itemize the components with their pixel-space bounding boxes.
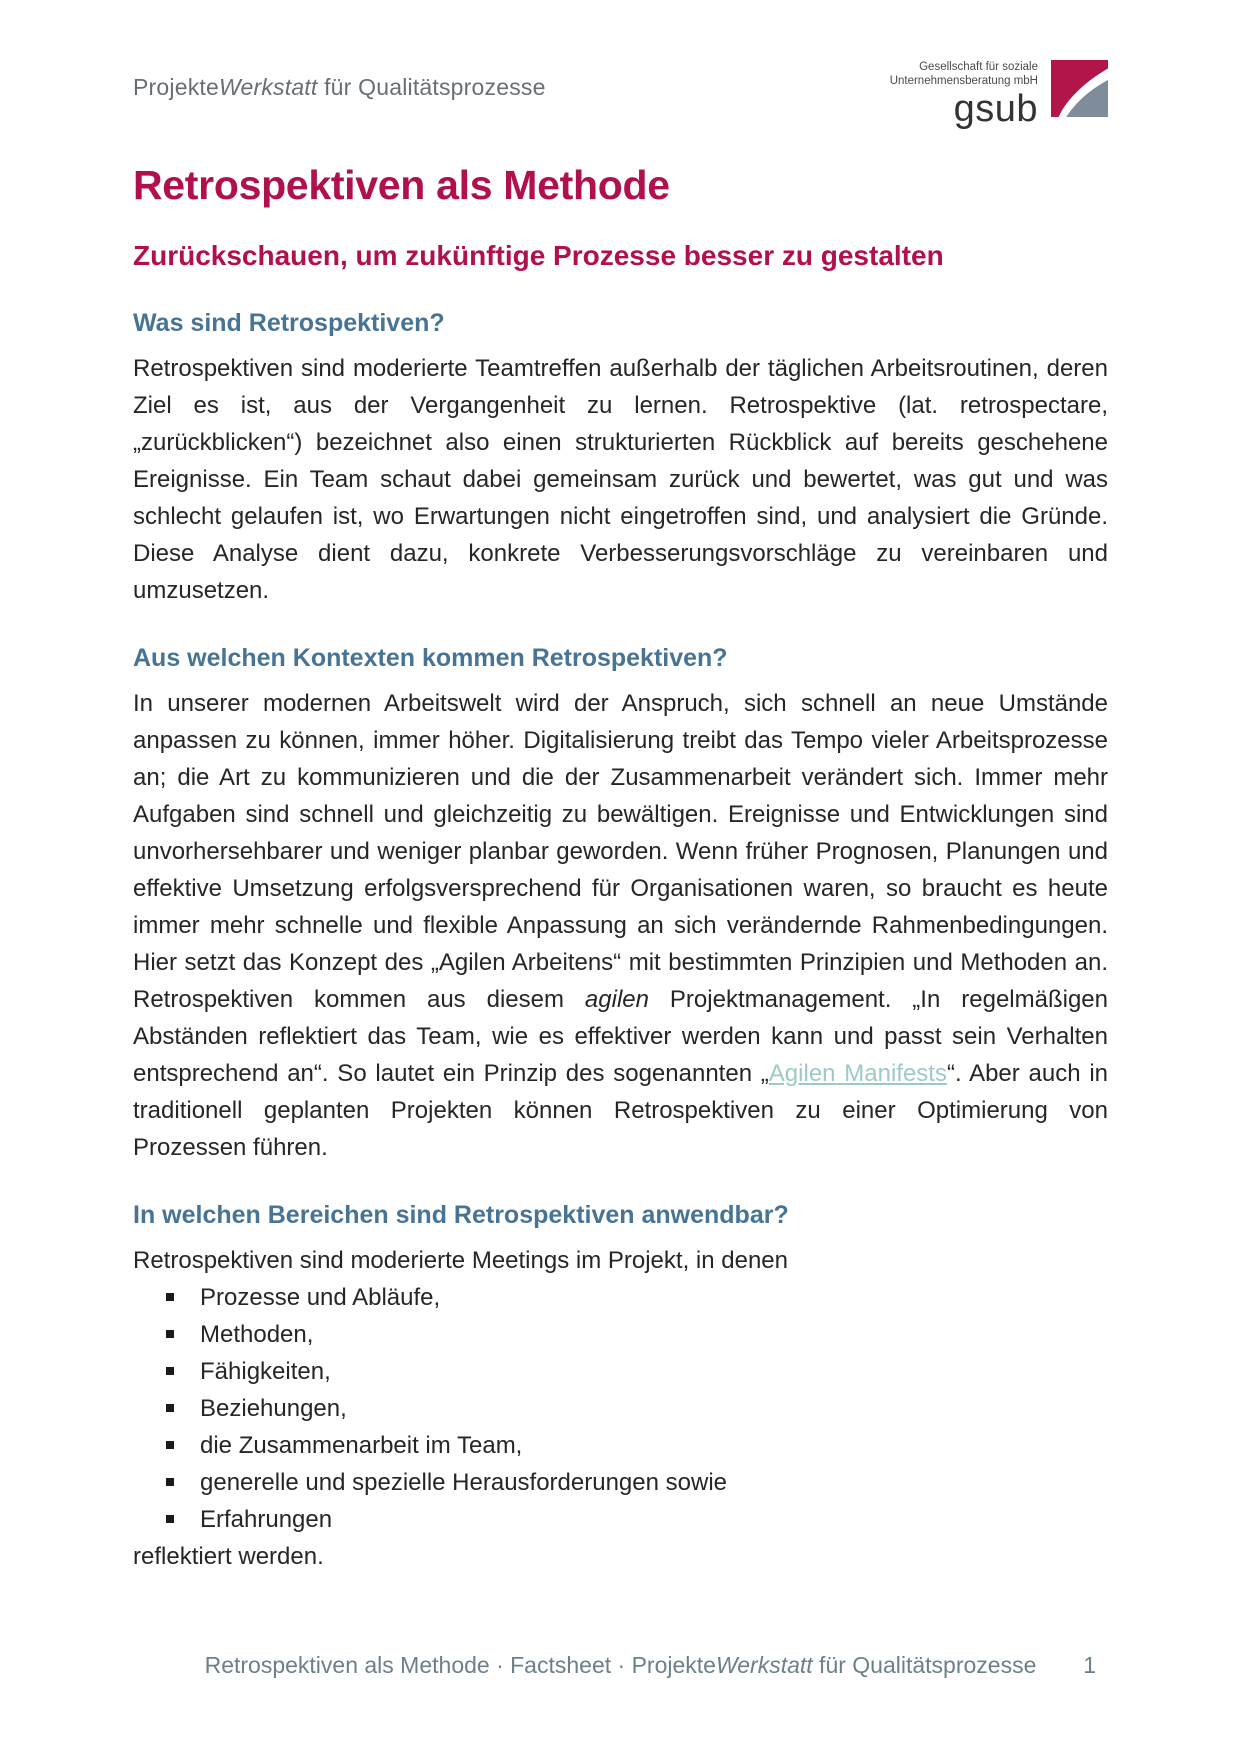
list-item — [133, 1390, 1108, 1427]
list-item-label: Beziehungen, — [200, 1395, 347, 1422]
paragraph-kontexte — [133, 685, 1108, 1166]
footer-part-3: für Qualitätsprozesse — [812, 1652, 1037, 1678]
bullet-square-icon — [166, 1404, 174, 1412]
list-item-label: generelle und spezielle Herausforderungen sowie — [200, 1469, 728, 1496]
bullet-list — [133, 1279, 1108, 1538]
footer-text — [205, 1652, 1037, 1678]
bullet-square-icon — [166, 1515, 174, 1523]
section-heading-kontexte: Aus welchen Kontexten kommen Retrospektiven? — [133, 644, 728, 672]
page-number: 1 — [1083, 1652, 1096, 1678]
bullet-list-intro: Retrospektiven sind moderierte Meetings im Projekt, in denen — [133, 1247, 788, 1274]
page-header — [133, 60, 1108, 129]
list-item — [133, 1464, 1108, 1501]
footer-part-1: Retrospektiven als Methode · Factsheet · Projekte — [204, 1652, 716, 1678]
gsub-logo-subline-2: Unternehmensberatung mbH — [889, 75, 1038, 87]
brand-part-1: Projekte — [133, 74, 219, 100]
brand-text — [133, 60, 546, 101]
bullet-square-icon — [166, 1293, 174, 1301]
paragraph-kontexte-part-1: In unserer modernen Arbeitswelt wird der Anspruch, sich schnell an neue Umstände anpassen zu können, immer höher. Digitalisierung treibt das Tempo vieler Arbeitsprozesse an; die Art zu kommunizieren und die der Zusammenarbeit verändert sich. Immer mehr Aufgaben sind schnell und gleichzeitig zu bewältigen. Ereignisse und Entwicklungen sind unvorhersehbarer und weniger planbar geworden. Wenn früher Prognosen, Planungen und effektive Umsetzung erfolgsversprechend für Organisationen waren, so braucht es heute immer mehr schnelle und flexible Anpassung an sich verändernde Rahmenbedingungen. Hier setzt das Konzept des „Agilen Arbeitens“ mit bestimmten Prinzipien und Methoden an. Retrospektiven kommen aus diesem — [133, 690, 1108, 1013]
paragraph-kontexte-italic-agilen: agilen — [584, 986, 649, 1013]
gsub-logo-text — [890, 60, 1038, 129]
list-item-label: Erfahrungen — [200, 1506, 333, 1533]
page-footer — [133, 1652, 1108, 1679]
bullet-square-icon — [166, 1367, 174, 1375]
list-item — [133, 1316, 1108, 1353]
gsub-logo-mark-icon — [1051, 60, 1108, 117]
bullet-square-icon — [166, 1330, 174, 1338]
page-subtitle: Zurückschauen, um zukünftige Prozesse besser zu gestalten — [133, 240, 944, 271]
section-heading-was-sind-retrospektiven: Was sind Retrospektiven? — [133, 309, 445, 337]
list-item — [133, 1501, 1108, 1538]
gsub-logo-subline-1: Gesellschaft für soziale — [919, 61, 1038, 73]
gsub-logo-subline — [890, 60, 1038, 88]
brand-part-3: für Qualitätsprozesse — [317, 74, 546, 100]
paragraph-was-sind-retrospektiven: Retrospektiven sind moderierte Teamtreffen außerhalb der täglichen Arbeitsroutinen, deren Ziel es ist, aus der Vergangenheit zu lernen. Retrospektive (lat. retrospectare, „zurückblicken“) bezeichnet also einen strukturierten Rückblick auf bereits geschehene Ereignisse. Ein Team schaut dabei gemeinsam zurück und bewertet, was gut und was schlecht gelaufen ist, wo Erwartungen nicht eingetroffen sind, und analysiert die Gründe. Diese Analyse dient dazu, konkrete Verbesserungsvorschläge zu vereinbaren und umzusetzen. — [133, 355, 1108, 604]
paragraph-kontexte-part-3: “. Aber auch in traditionell geplanten Projekten können Retrospektiven zu einer Optimierung von Prozessen führen. — [133, 1060, 1109, 1161]
bullet-square-icon — [166, 1478, 174, 1486]
list-item — [133, 1279, 1108, 1316]
agiles-manifest-link[interactable]: Agilen Manifests — [768, 1060, 947, 1087]
footer-part-2: Werkstatt — [715, 1652, 813, 1678]
list-item-label: Fähigkeiten, — [200, 1358, 331, 1385]
list-item — [133, 1427, 1108, 1464]
gsub-logo-name: gsub — [953, 88, 1038, 130]
gsub-logo — [890, 60, 1108, 129]
section-heading-bereiche: In welchen Bereichen sind Retrospektiven anwendbar? — [133, 1201, 789, 1229]
list-item-label: Methoden, — [200, 1321, 314, 1348]
page-title: Retrospektiven als Methode — [133, 162, 670, 208]
list-item — [133, 1353, 1108, 1390]
bullet-square-icon — [166, 1441, 174, 1449]
list-item-label: Prozesse und Abläufe, — [200, 1284, 441, 1311]
bullet-list-outro: reflektiert werden. — [133, 1543, 324, 1570]
list-item-label: die Zusammenarbeit im Team, — [200, 1432, 523, 1459]
paragraph-kontexte-part-2: Projektmanagement. „In regelmäßigen Abständen reflektiert das Team, wie es effektiver werden kann und passt sein Verhalten entsprechend an“. So lautet ein Prinzip des sogenannten „ — [133, 986, 1108, 1087]
brand-part-2: Werkstatt — [218, 74, 318, 100]
